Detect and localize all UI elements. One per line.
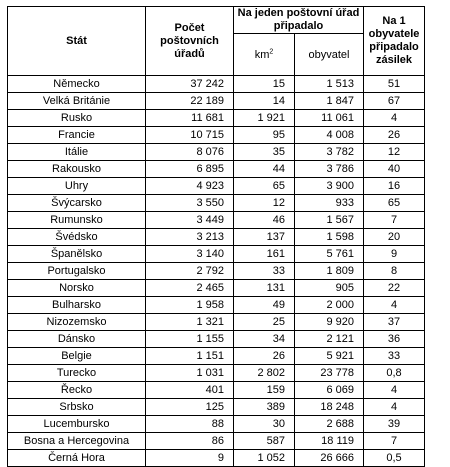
population-cell: 26 666 (295, 450, 364, 467)
items-cell: 33 (364, 348, 425, 365)
population-cell: 18 248 (295, 399, 364, 416)
table-row (8, 450, 425, 467)
population-cell: 2 000 (295, 297, 364, 314)
offices-cell: 2 792 (146, 263, 234, 280)
area-cell: 95 (234, 127, 295, 144)
area-cell: 1 052 (234, 450, 295, 467)
table-row (8, 229, 425, 246)
offices-cell: 3 140 (146, 246, 234, 263)
table-row (8, 127, 425, 144)
area-cell: 14 (234, 93, 295, 110)
population-cell: 3 782 (295, 144, 364, 161)
country-cell: Norsko (8, 280, 146, 297)
population-cell: 3 786 (295, 161, 364, 178)
country-cell: Rumunsko (8, 212, 146, 229)
country-cell: Srbsko (8, 399, 146, 416)
country-cell: Bosna a Hercegovina (8, 433, 146, 450)
items-cell: 36 (364, 331, 425, 348)
country-cell: Rusko (8, 110, 146, 127)
table-body (8, 76, 425, 467)
items-cell: 4 (364, 382, 425, 399)
area-cell: 137 (234, 229, 295, 246)
population-cell: 5 761 (295, 246, 364, 263)
offices-cell: 22 189 (146, 93, 234, 110)
items-cell: 26 (364, 127, 425, 144)
area-cell: 44 (234, 161, 295, 178)
table-row (8, 110, 425, 127)
offices-cell: 86 (146, 433, 234, 450)
population-cell: 933 (295, 195, 364, 212)
offices-cell: 401 (146, 382, 234, 399)
country-cell: Uhry (8, 178, 146, 195)
offices-cell: 1 031 (146, 365, 234, 382)
country-cell: Turecko (8, 365, 146, 382)
items-cell: 12 (364, 144, 425, 161)
population-cell: 11 061 (295, 110, 364, 127)
items-cell: 37 (364, 314, 425, 331)
area-cell: 65 (234, 178, 295, 195)
country-cell: Švýcarsko (8, 195, 146, 212)
area-cell: 159 (234, 382, 295, 399)
area-cell: 2 802 (234, 365, 295, 382)
country-cell: Rakousko (8, 161, 146, 178)
offices-cell: 1 155 (146, 331, 234, 348)
population-cell: 18 119 (295, 433, 364, 450)
population-cell: 4 008 (295, 127, 364, 144)
offices-cell: 1 321 (146, 314, 234, 331)
header-per-office: Na jeden poštovní úřad připadalo (234, 7, 364, 34)
population-cell: 23 778 (295, 365, 364, 382)
table-row (8, 246, 425, 263)
table-row (8, 348, 425, 365)
items-cell: 39 (364, 416, 425, 433)
population-cell: 1 598 (295, 229, 364, 246)
header-population: obyvatel (295, 34, 364, 76)
header-country: Stát (8, 7, 146, 76)
country-cell: Řecko (8, 382, 146, 399)
table-row (8, 178, 425, 195)
items-cell: 7 (364, 212, 425, 229)
country-cell: Španělsko (8, 246, 146, 263)
table-row (8, 212, 425, 229)
postal-statistics-table (7, 6, 425, 467)
table-row (8, 161, 425, 178)
offices-cell: 1 151 (146, 348, 234, 365)
country-cell: Itálie (8, 144, 146, 161)
offices-cell: 10 715 (146, 127, 234, 144)
offices-cell: 1 958 (146, 297, 234, 314)
header-items-per-capita: Na 1 obyvatele připadalo zásilek (364, 7, 425, 76)
population-cell: 6 069 (295, 382, 364, 399)
offices-cell: 11 681 (146, 110, 234, 127)
area-cell: 33 (234, 263, 295, 280)
table-row (8, 399, 425, 416)
table-row (8, 416, 425, 433)
table-row (8, 382, 425, 399)
header-area-superscript: 2 (269, 47, 274, 55)
items-cell: 4 (364, 110, 425, 127)
offices-cell: 37 242 (146, 76, 234, 93)
items-cell: 16 (364, 178, 425, 195)
table-row (8, 280, 425, 297)
offices-cell: 3 449 (146, 212, 234, 229)
items-cell: 4 (364, 297, 425, 314)
header-area-unit: km (254, 48, 270, 61)
table-row (8, 433, 425, 450)
items-cell: 9 (364, 246, 425, 263)
area-cell: 1 921 (234, 110, 295, 127)
area-cell: 389 (234, 399, 295, 416)
population-cell: 9 920 (295, 314, 364, 331)
table-row (8, 144, 425, 161)
header-offices: Počet poštovních úřadů (146, 7, 234, 76)
population-cell: 2 121 (295, 331, 364, 348)
area-cell: 15 (234, 76, 295, 93)
offices-cell: 8 076 (146, 144, 234, 161)
area-cell: 49 (234, 297, 295, 314)
country-cell: Lucembursko (8, 416, 146, 433)
table-row (8, 195, 425, 212)
area-cell: 131 (234, 280, 295, 297)
table-row (8, 76, 425, 93)
table-row (8, 314, 425, 331)
offices-cell: 2 465 (146, 280, 234, 297)
area-cell: 26 (234, 348, 295, 365)
items-cell: 0,8 (364, 365, 425, 382)
items-cell: 67 (364, 93, 425, 110)
country-cell: Portugalsko (8, 263, 146, 280)
country-cell: Francie (8, 127, 146, 144)
population-cell: 1 809 (295, 263, 364, 280)
offices-cell: 3 213 (146, 229, 234, 246)
items-cell: 0,5 (364, 450, 425, 467)
country-cell: Černá Hora (8, 450, 146, 467)
area-cell: 25 (234, 314, 295, 331)
area-cell: 587 (234, 433, 295, 450)
items-cell: 65 (364, 195, 425, 212)
offices-cell: 125 (146, 399, 234, 416)
population-cell: 2 688 (295, 416, 364, 433)
area-cell: 161 (234, 246, 295, 263)
population-cell: 1 847 (295, 93, 364, 110)
offices-cell: 3 550 (146, 195, 234, 212)
area-cell: 30 (234, 416, 295, 433)
offices-cell: 88 (146, 416, 234, 433)
items-cell: 4 (364, 399, 425, 416)
items-cell: 22 (364, 280, 425, 297)
population-cell: 3 900 (295, 178, 364, 195)
area-cell: 46 (234, 212, 295, 229)
header-area (234, 34, 295, 76)
country-cell: Dánsko (8, 331, 146, 348)
table-row (8, 297, 425, 314)
country-cell: Bulharsko (8, 297, 146, 314)
country-cell: Švédsko (8, 229, 146, 246)
country-cell: Velká Británie (8, 93, 146, 110)
country-cell: Nizozemsko (8, 314, 146, 331)
items-cell: 40 (364, 161, 425, 178)
population-cell: 5 921 (295, 348, 364, 365)
table-row (8, 263, 425, 280)
area-cell: 34 (234, 331, 295, 348)
offices-cell: 9 (146, 450, 234, 467)
table-row (8, 93, 425, 110)
offices-cell: 4 923 (146, 178, 234, 195)
area-cell: 12 (234, 195, 295, 212)
postal-statistics-table-container (7, 6, 425, 467)
items-cell: 7 (364, 433, 425, 450)
population-cell: 1 513 (295, 76, 364, 93)
population-cell: 905 (295, 280, 364, 297)
items-cell: 8 (364, 263, 425, 280)
offices-cell: 6 895 (146, 161, 234, 178)
items-cell: 20 (364, 229, 425, 246)
country-cell: Belgie (8, 348, 146, 365)
population-cell: 1 567 (295, 212, 364, 229)
table-row (8, 331, 425, 348)
area-cell: 35 (234, 144, 295, 161)
table-row (8, 365, 425, 382)
country-cell: Německo (8, 76, 146, 93)
items-cell: 51 (364, 76, 425, 93)
